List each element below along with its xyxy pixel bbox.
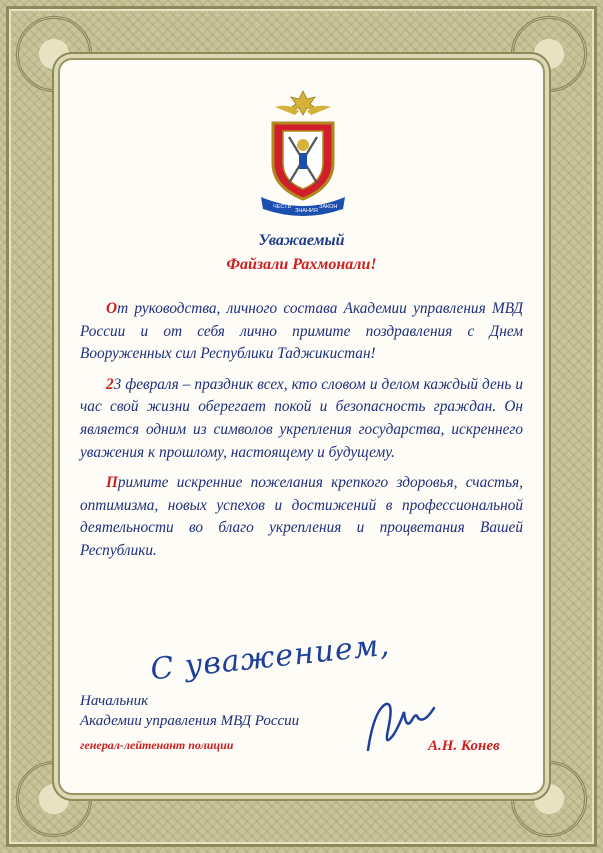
signatory-title-line-1: Начальник <box>80 693 149 709</box>
paragraph-3-text: римите искренние пожелания крепкого здоровья, счастья, оптимизма, новых успехов и достижений в профессиональной деятельности во благо укрепления и процветания Вашей Республики. <box>80 474 523 559</box>
signatory-title-line-2: Академии управления МВД России <box>80 713 300 729</box>
signatory-rank: генерал-лейтенант полиции <box>80 738 234 752</box>
signatory-name: А.Н. Конев <box>428 738 500 754</box>
motto-word-3: ЗАКОН <box>319 204 338 210</box>
paragraph-3-initial: П <box>106 474 118 492</box>
paragraph-2 <box>80 374 523 464</box>
closing-handwritten: С уважением, <box>148 627 392 688</box>
motto-word-2: ЗНАНИЯ <box>295 208 318 214</box>
letter-body <box>80 298 523 571</box>
recipient-name: Файзали Рахмонали! <box>226 256 377 273</box>
paragraph-3 <box>80 472 523 562</box>
signatory-title <box>80 691 299 731</box>
motto-word-1: ЧЕСТЬ <box>273 204 292 210</box>
paragraph-2-text: 3 февраля – праздник всех, кто словом и делом каждый день и час свой жизни оберегает покой и безопасность граждан. Он является одним из символов укрепления государства, искреннего уважения к прошлому, настоящему и будущему. <box>80 375 523 461</box>
paragraph-1-initial: О <box>106 300 118 317</box>
paragraph-1 <box>80 298 523 366</box>
salutation-line-1: Уважаемый <box>258 232 345 249</box>
paragraph-2-initial: 2 <box>106 375 114 393</box>
paragraph-1-text: т руководства, личного состава Академии управления МВД России и от себя лично примите поздравления с Днем Вооруженных сил Республики Таджикистан! <box>80 300 523 363</box>
academy-emblem-icon <box>255 85 351 220</box>
